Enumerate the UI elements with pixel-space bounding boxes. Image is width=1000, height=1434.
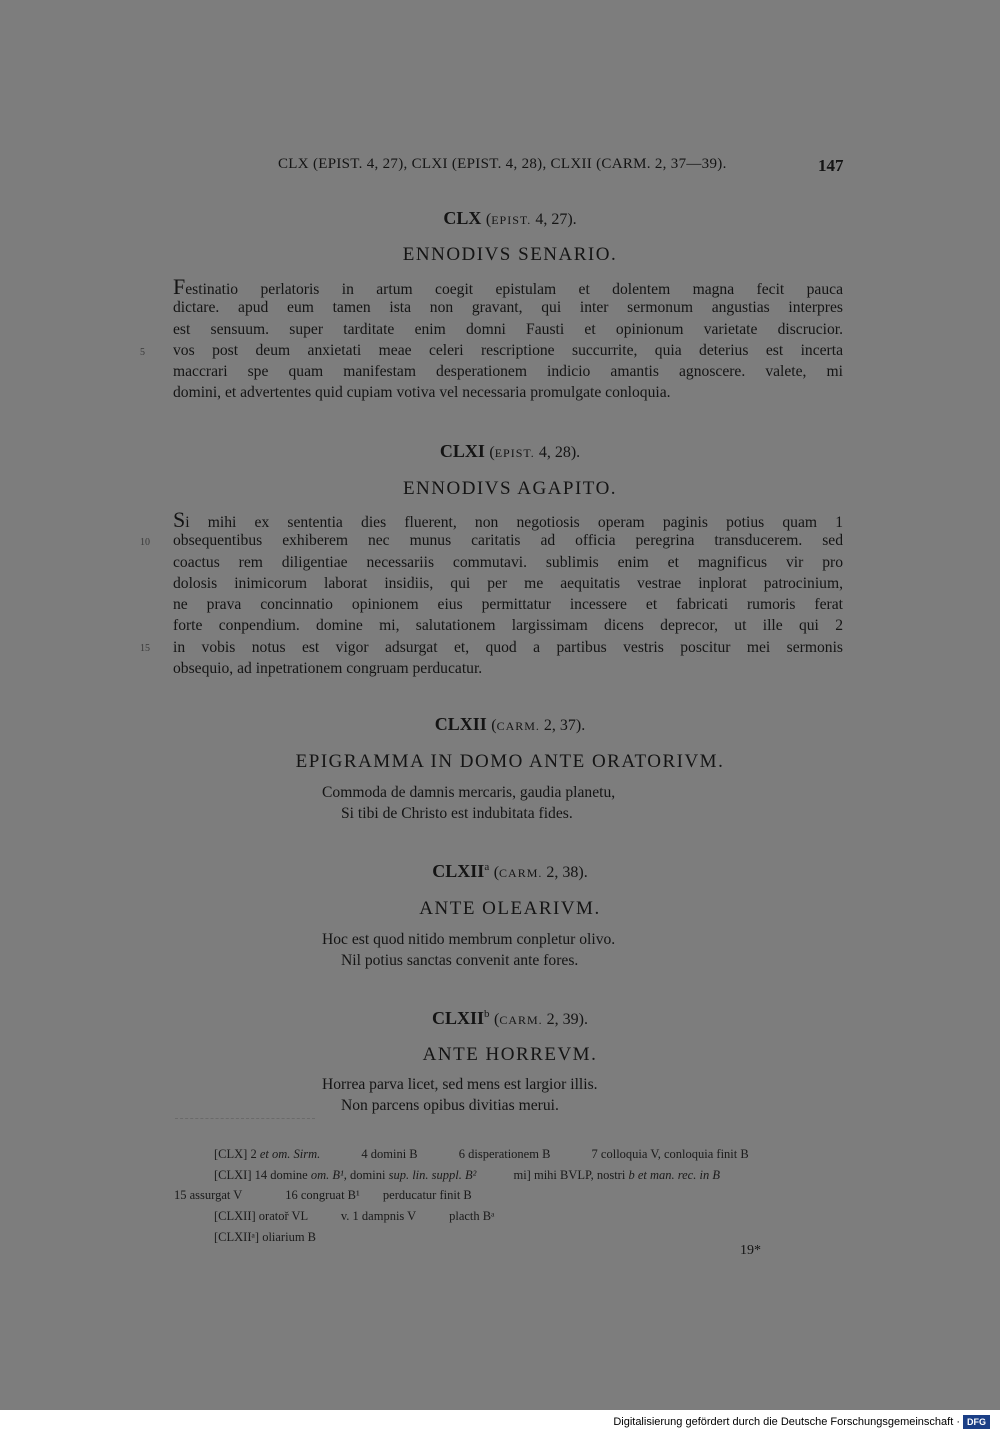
section-heading-clxiia <box>170 861 850 882</box>
prose-line: coactus rem diligentiae necessariis commutavi. sublimis enim et magnificus vir pro <box>173 553 843 571</box>
prose-line: obsequio, ad inpetrationem congruam perducatur. <box>173 660 483 678</box>
apparatus-line: [CLX] 2 et om. Sirm. 4 domini B 6 disperationem B 7 colloquia V, conloquia finit B <box>214 1147 749 1161</box>
section-source: (CARM. 2, 39). <box>494 1011 588 1028</box>
prose-line: dictare. apud eum tamen ista non gravant, qui inter sermonum angustias interpres <box>173 299 843 317</box>
section-heading-clxii <box>170 714 850 735</box>
dfg-logo[interactable]: DFG <box>963 1415 990 1429</box>
verse-line: Non parcens opibus divitias merui. <box>341 1097 559 1114</box>
prose-line: Festinatio perlatoris in artum coegit epistulam et dolentem magna fecit pauca <box>173 274 843 299</box>
apparatus-line: [CLXI] 14 domine om. B¹, domini sup. lin. suppl. B² mi] mihi BVLP, nostri b et man. rec. in B <box>214 1168 720 1182</box>
prose-line: ne prava concinnatio opinionem eius permittatur incessere et fabricati rumoris ferat <box>173 596 843 614</box>
prose-line: dolosis inimicorum laborat insidiis, qui per me aequitatis vestrae inplorat patrocinium, <box>173 574 843 592</box>
drop-cap: S <box>173 507 186 532</box>
verse-line: Horrea parva licet, sed mens est largior illis. <box>322 1076 598 1093</box>
prose-line: forte conpendium. domine mi, salutationem largissimam dicens deprecor, ut ille qui 2 <box>173 617 843 635</box>
prose-line: obsequentibus exhiberem nec munus caritatis ad officia peregrina transducerem. sed <box>173 532 843 550</box>
section-heading-clx <box>170 208 850 229</box>
section-superscript: b <box>484 1008 490 1020</box>
prose-line: domini, et advertentes quid cupiam votiva vel necessaria promulgate conloquia. <box>173 384 671 402</box>
line-number: 10 <box>140 537 150 548</box>
dfg-credit-text: Digitalisierung gefördert durch die Deutsche Forschungsgemeinschaft · <box>613 1416 960 1428</box>
prose-line: maccrari spe quam manifestam desperationem indicio amantis agnoscere. valete, mi <box>173 363 843 381</box>
section-title-clx: ENNODIVS SENARIO. <box>402 244 618 265</box>
section-heading-clxi <box>170 441 850 462</box>
running-head: CLX (EPIST. 4, 27), CLXI (EPIST. 4, 28), CLXII (CARM. 2, 37—39). <box>278 156 727 172</box>
section-title-clxi: ENNODIVS AGAPITO. <box>402 478 618 499</box>
section-title-clxiia: ANTE OLEARIVM. <box>419 898 601 919</box>
section-number: CLX <box>443 208 482 228</box>
drop-cap: F <box>173 274 186 299</box>
section-source: (EPIST. 4, 27). <box>485 211 577 228</box>
line-number: 5 <box>140 347 145 358</box>
verse-line: Commoda de damnis mercaris, gaudia planetu, <box>322 784 616 801</box>
section-number: CLXI <box>439 441 485 461</box>
prose-line: Si mihi ex sententia dies fluerent, non negotiosis operam paginis potius quam 1 <box>173 507 843 532</box>
verse-line: Si tibi de Christo est indubitata fides. <box>341 805 573 822</box>
section-title-clxii: EPIGRAMMA IN DOMO ANTE ORATORIVM. <box>295 751 725 772</box>
apparatus-line: [CLXIIᵃ] oliarium B <box>214 1230 317 1244</box>
page-number: 147 <box>818 156 844 175</box>
dfg-footer-bar <box>0 1410 1000 1434</box>
line-number: 15 <box>140 643 150 654</box>
section-heading-clxiib <box>170 1008 850 1029</box>
section-number: CLXII <box>431 1008 484 1028</box>
apparatus-line: 15 assurgat V 16 congruat B¹ perducatur finit B <box>174 1188 472 1202</box>
verse-line: Hoc est quod nitido membrum conpletur olivo. <box>322 931 616 948</box>
section-superscript: a <box>484 861 490 873</box>
signature-mark: 19* <box>740 1243 761 1258</box>
section-number: CLXII <box>434 714 487 734</box>
apparatus-line: [CLXII] oratoř VL v. 1 dampnis V placth Bᵃ <box>214 1209 495 1223</box>
prose-clxi <box>173 509 843 679</box>
section-source: (CARM. 2, 38). <box>493 864 588 881</box>
section-number: CLXII <box>432 861 485 881</box>
section-source: (EPIST. 4, 28). <box>489 444 581 461</box>
prose-clx <box>173 276 843 404</box>
prose-line: in vobis notus est vigor adsurgat et, quod a partibus vestris poscitur mei sermonis <box>173 638 843 656</box>
verse-line: Nil potius sanctas convenit ante fores. <box>341 952 579 969</box>
prose-line: vos post deum anxietati meae celeri rescriptione succurrite, quia deterius est incerta <box>173 341 843 359</box>
section-title-clxiib: ANTE HORREVM. <box>422 1044 598 1065</box>
section-source: (CARM. 2, 37). <box>491 717 586 734</box>
prose-line: est sensuum. super tarditate enim domni Fausti et opinionum varietate discrucior. <box>173 320 843 338</box>
apparatus-divider <box>175 1118 315 1120</box>
